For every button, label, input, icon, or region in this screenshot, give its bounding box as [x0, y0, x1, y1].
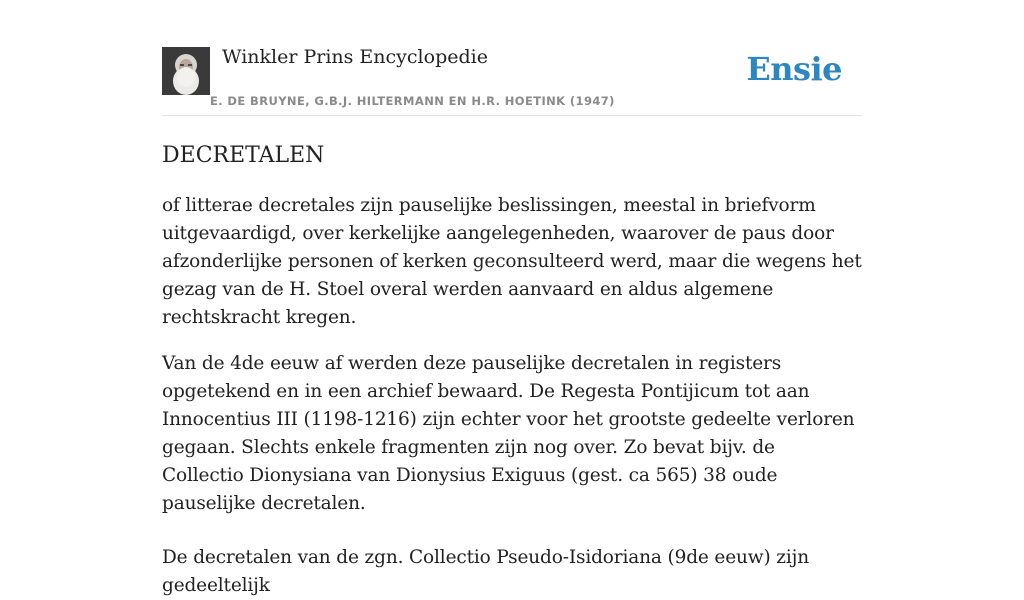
site-header	[162, 0, 862, 116]
article-paragraph: of litterae decretales zijn pauselijke beslissingen, meestal in briefvorm uitgevaardigd, over kerkelijke aangelegenheden, waarover de paus door afzonderlijke personen of kerken geconsulteerd werd, maar die wegens het gezag van de H. Stoel overal werden aanvaard en aldus algemene rechtskracht kregen.	[162, 195, 862, 328]
authors-line: E. DE BRUYNE, G.B.J. HILTERMANN EN H.R. HOETINK (1947)	[210, 94, 615, 108]
entry-title: DECRETALEN	[162, 143, 325, 168]
site-title[interactable]: Winkler Prins Encyclopedie	[222, 46, 488, 68]
article-paragraph: De decretalen van de zgn. Collectio Pseudo-Isidoriana (9de eeuw) zijn gedeeltelijk	[162, 547, 809, 596]
portrait-avatar	[162, 47, 210, 95]
portrait-icon	[162, 47, 210, 95]
ensie-logo[interactable]: Ensie	[746, 50, 842, 88]
page-container	[162, 0, 862, 600]
article-paragraph: Van de 4de eeuw af werden deze pauselijke decretalen in registers opgetekend en in een archief bewaard. De Regesta Pontijicum tot aan Innocentius III (1198-1216) zijn echter voor het grootste gedeelte verloren gegaan. Slechts enkele fragmenten zijn nog over. Zo bevat bijv. de Collectio Dionysiana van Dionysius Exiguus (gest. ca 565) 38 oude pauselijke decretalen.	[162, 353, 855, 514]
